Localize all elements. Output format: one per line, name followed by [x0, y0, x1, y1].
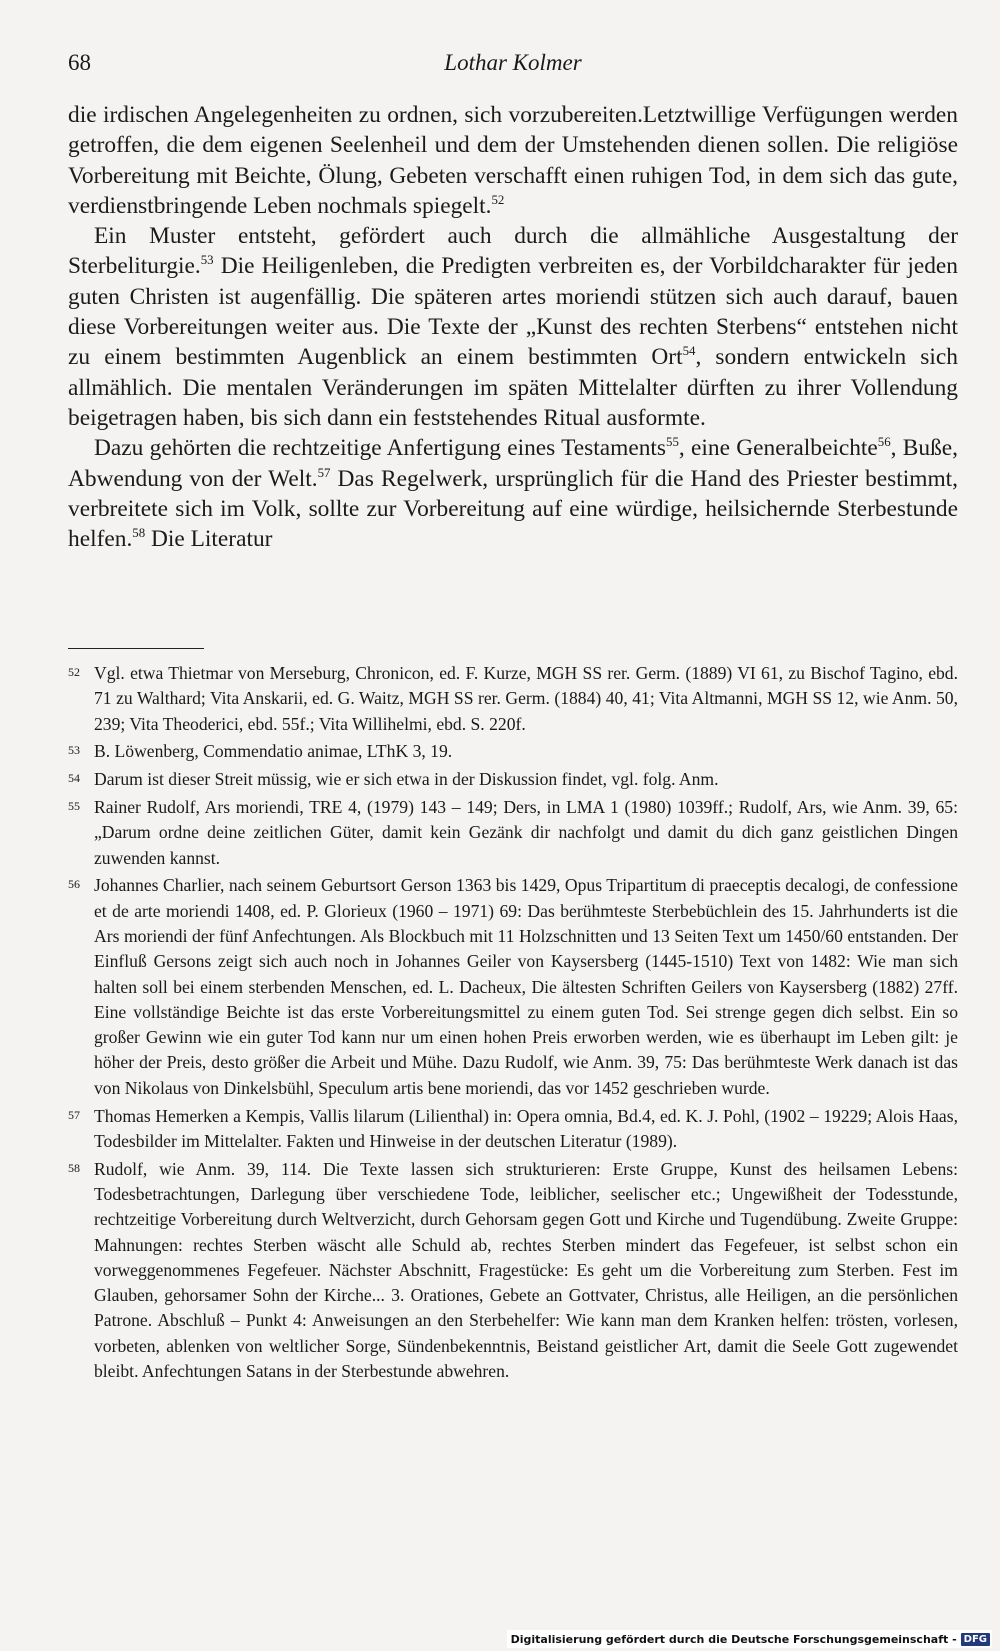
footnote-separator	[68, 648, 204, 649]
text-run: Die Heiligenleben, die Predigten verbreiten es, der Vorbildcharakter für jeden guten Christen ist augenfällig. Die späteren artes moriendi stützen sich auch darauf, bauen diese Vorbereitungen weiter aus. Die Texte der „Kunst des rechten Sterbens“ entstehen nicht zu einem bestimmten Augenblick an einem bestimmten Ort	[68, 253, 958, 371]
footnote-text: Thomas Hemerken a Kempis, Vallis lilarum (Lilienthal) in: Opera omnia, Bd.4, ed. K. J. Pohl, (1902 – 19229; Alois Haas, Todesbilder im Mittelalter. Fakten und Hinweise in der deutschen Literatur (1989).	[94, 1105, 958, 1151]
footnote-text: B. Löwenberg, Commendatio animae, LThK 3, 19.	[94, 741, 453, 762]
footnote-text: Rainer Rudolf, Ars moriendi, TRE 4, (1979) 143 – 149; Ders, in LMA 1 (1980) 1039ff.; Rudolf, Ars, wie Anm. 39, 65: „Darum ordne deine zeitlichen Güter, damit kein Gezänk dir nachfolgt und damit du dich ganz geistlichen Dingen zuwenden kannst.	[94, 796, 958, 868]
main-text	[68, 100, 958, 554]
text-run: die irdischen Angelegenheiten zu ordnen, sich vorzubereiten.Letztwillige Verfügungen werden getroffen, die dem eigenen Seelenheil und dem der Umstehenden dienen sollen. Die religiöse Vorbereitung mit Beichte, Ölung, Gebeten verschafft einen ruhigen Tod, in dem sich das gute, verdienstbringende Leben nochmals spiegelt.	[68, 102, 958, 219]
footnote-number: 54	[68, 771, 80, 786]
footnote-ref: 56	[877, 435, 891, 450]
text-run: , Buße, Abwendung von der Welt.	[68, 435, 958, 492]
footnote-55	[68, 795, 958, 871]
footnote-number: 55	[68, 798, 80, 813]
footnote-52	[68, 661, 958, 737]
footnote-text: Rudolf, wie Anm. 39, 114. Die Texte lassen sich strukturieren: Erste Gruppe, Kunst des heilsamen Lebens: Todesbetrachtungen, Darlegung über verschiedene Tode, leiblicher, seelischer etc.; Ungewißheit der Todesstunde, rechtzeitige Vorbereitung durch Weltverzicht, durch Gehorsam gegen Gott und Kirche und Tugendübung. Zweite Gruppe: Mahnungen: rechtes Sterben wäscht alle Schuld ab, rechtes Sterben mindert das Fegefeuer, ist selbst schon ein vorweggenommenes Fegefeuer. Nächster Abschnitt, Fragestücke: Es geht um die Vorbereitung zum Sterben. Fest im Glauben, gehorsamer Sohn der Kirche... 3. Orationes, Gebete an Gottvater, Christus, alle Heiligen, an die persönlichen Patrone. Abschluß – Punkt 4: Anweisungen an den Sterbehelfer: Wie kann man dem Kranken helfen: trösten, vorlesen, vorbeten, ablenken von weltlicher Sorge, Sündenbekenntnis, Beistand geistlicher Art, damit die Seele Gott zugewendet bleibt. Anfechtungen Satans in der Sterbestunde abwehren.	[94, 1158, 958, 1382]
text-run: Dazu gehörten die rechtzeitige Anfertigung eines Testaments	[94, 435, 667, 462]
credit-text: Digitalisierung gefördert durch die Deutsche Forschungsgemeinschaft -	[510, 1632, 957, 1646]
footnote-ref: 52	[491, 193, 505, 208]
footnote-57	[68, 1104, 958, 1155]
footnote-number: 53	[68, 743, 80, 758]
page-header	[68, 50, 958, 84]
footnote-54	[68, 767, 958, 792]
footnote-number: 58	[68, 1160, 80, 1175]
footnote-58	[68, 1157, 958, 1385]
digitization-credit	[507, 1630, 992, 1648]
text-run: Ein Muster entsteht, gefördert auch durch die allmähliche Ausgestaltung der Sterbeliturgie.	[68, 223, 958, 280]
text-run: Die Literatur	[145, 526, 273, 553]
footnote-ref: 54	[682, 344, 696, 359]
footnote-53	[68, 739, 958, 764]
text-run: Das Regelwerk, ursprünglich für die Hand des Priester bestimmt, verbreitete sich im Volk, sollte zur Vorbereitung auf eine würdige, heilsichernde Sterbestunde helfen.	[68, 465, 959, 553]
text-run: , eine Generalbeichte	[678, 435, 878, 462]
footnote-ref: 57	[317, 465, 331, 480]
running-head: Lothar Kolmer	[444, 50, 582, 75]
footnote-text: Vgl. etwa Thietmar von Merseburg, Chronicon, ed. F. Kurze, MGH SS rer. Germ. (1889) VI 61, zu Bischof Tagino, ebd. 71 zu Walthard; Vita Anskarii, ed. G. Waitz, MGH SS rer. Germ. (1884) 40, 41; Vita Altmanni, MGH SS 12, wie Anm. 50, 239; Vita Theoderici, ebd. 55f.; Vita Willihelmi, ebd. S. 220f.	[94, 663, 958, 734]
footnote-number: 52	[68, 665, 80, 679]
footnote-number: 56	[68, 877, 80, 892]
text-run: , sondern entwickeln sich allmählich. Die mentalen Veränderungen im späten Mittelalter dürften zu ihrer Vollendung beigetragen haben, bis sich dann ein feststehendes Ritual ausformte.	[68, 344, 958, 431]
paragraph-3	[68, 433, 958, 554]
footnote-text: Darum ist dieser Streit müssig, wie er sich etwa in der Diskussion findet, vgl. folg. Anm.	[94, 769, 719, 790]
paragraph-1	[68, 100, 958, 221]
footnote-number: 57	[68, 1107, 80, 1122]
footnote-ref: 55	[666, 435, 679, 450]
dfg-logo-icon: DFG	[961, 1633, 990, 1646]
footnote-ref: 58	[132, 526, 146, 541]
page-number: 68	[68, 50, 91, 75]
footnote-text: Johannes Charlier, nach seinem Geburtsort Gerson 1363 bis 1429, Opus Tripartitum di praeceptis decalogi, de confessione et de arte moriendi 1408, ed. P. Glorieux (1960 – 1971) 69: Das berühmteste Sterbebüchlein des 15. Jahrhunderts ist die Ars moriendi der fünf Anfechtungen. Als Blockbuch mit 11 Holzschnitten und 13 Seiten Text um 1450/60 entstanden. Der Einfluß Gersons zeigt sich auch noch in Johannes Geiler von Kaysersberg (1445-1510) Text von 1482: Wie man sich halten soll bei einem sterbenden Menschen, ed. L. Dacheux, Die ältesten Schriften Geilers von Kaysersberg (1882) 27ff. Eine vollständige Beichte ist das erste Vorbereitungsmittel zu einem guten Tod. Sei strenge gegen dich selbst. Ein so großer Gewinn wie ein guter Tod kann nur um einen hohen Preis erworben werden, wie es überhaupt im Leben gilt: je höher der Preis, desto größer die Arbeit und Mühe. Dazu Rudolf, wie Anm. 39, 75: Das berühmteste Werk danach ist das von Nikolaus von Dinkelsbühl, Speculum artis bene moriendi, das vor 1452 geschrieben wurde.	[94, 875, 958, 1098]
footnote-ref: 53	[200, 253, 214, 268]
footnote-56	[68, 873, 958, 1101]
paragraph-2	[68, 221, 958, 433]
footnotes	[68, 661, 958, 1387]
